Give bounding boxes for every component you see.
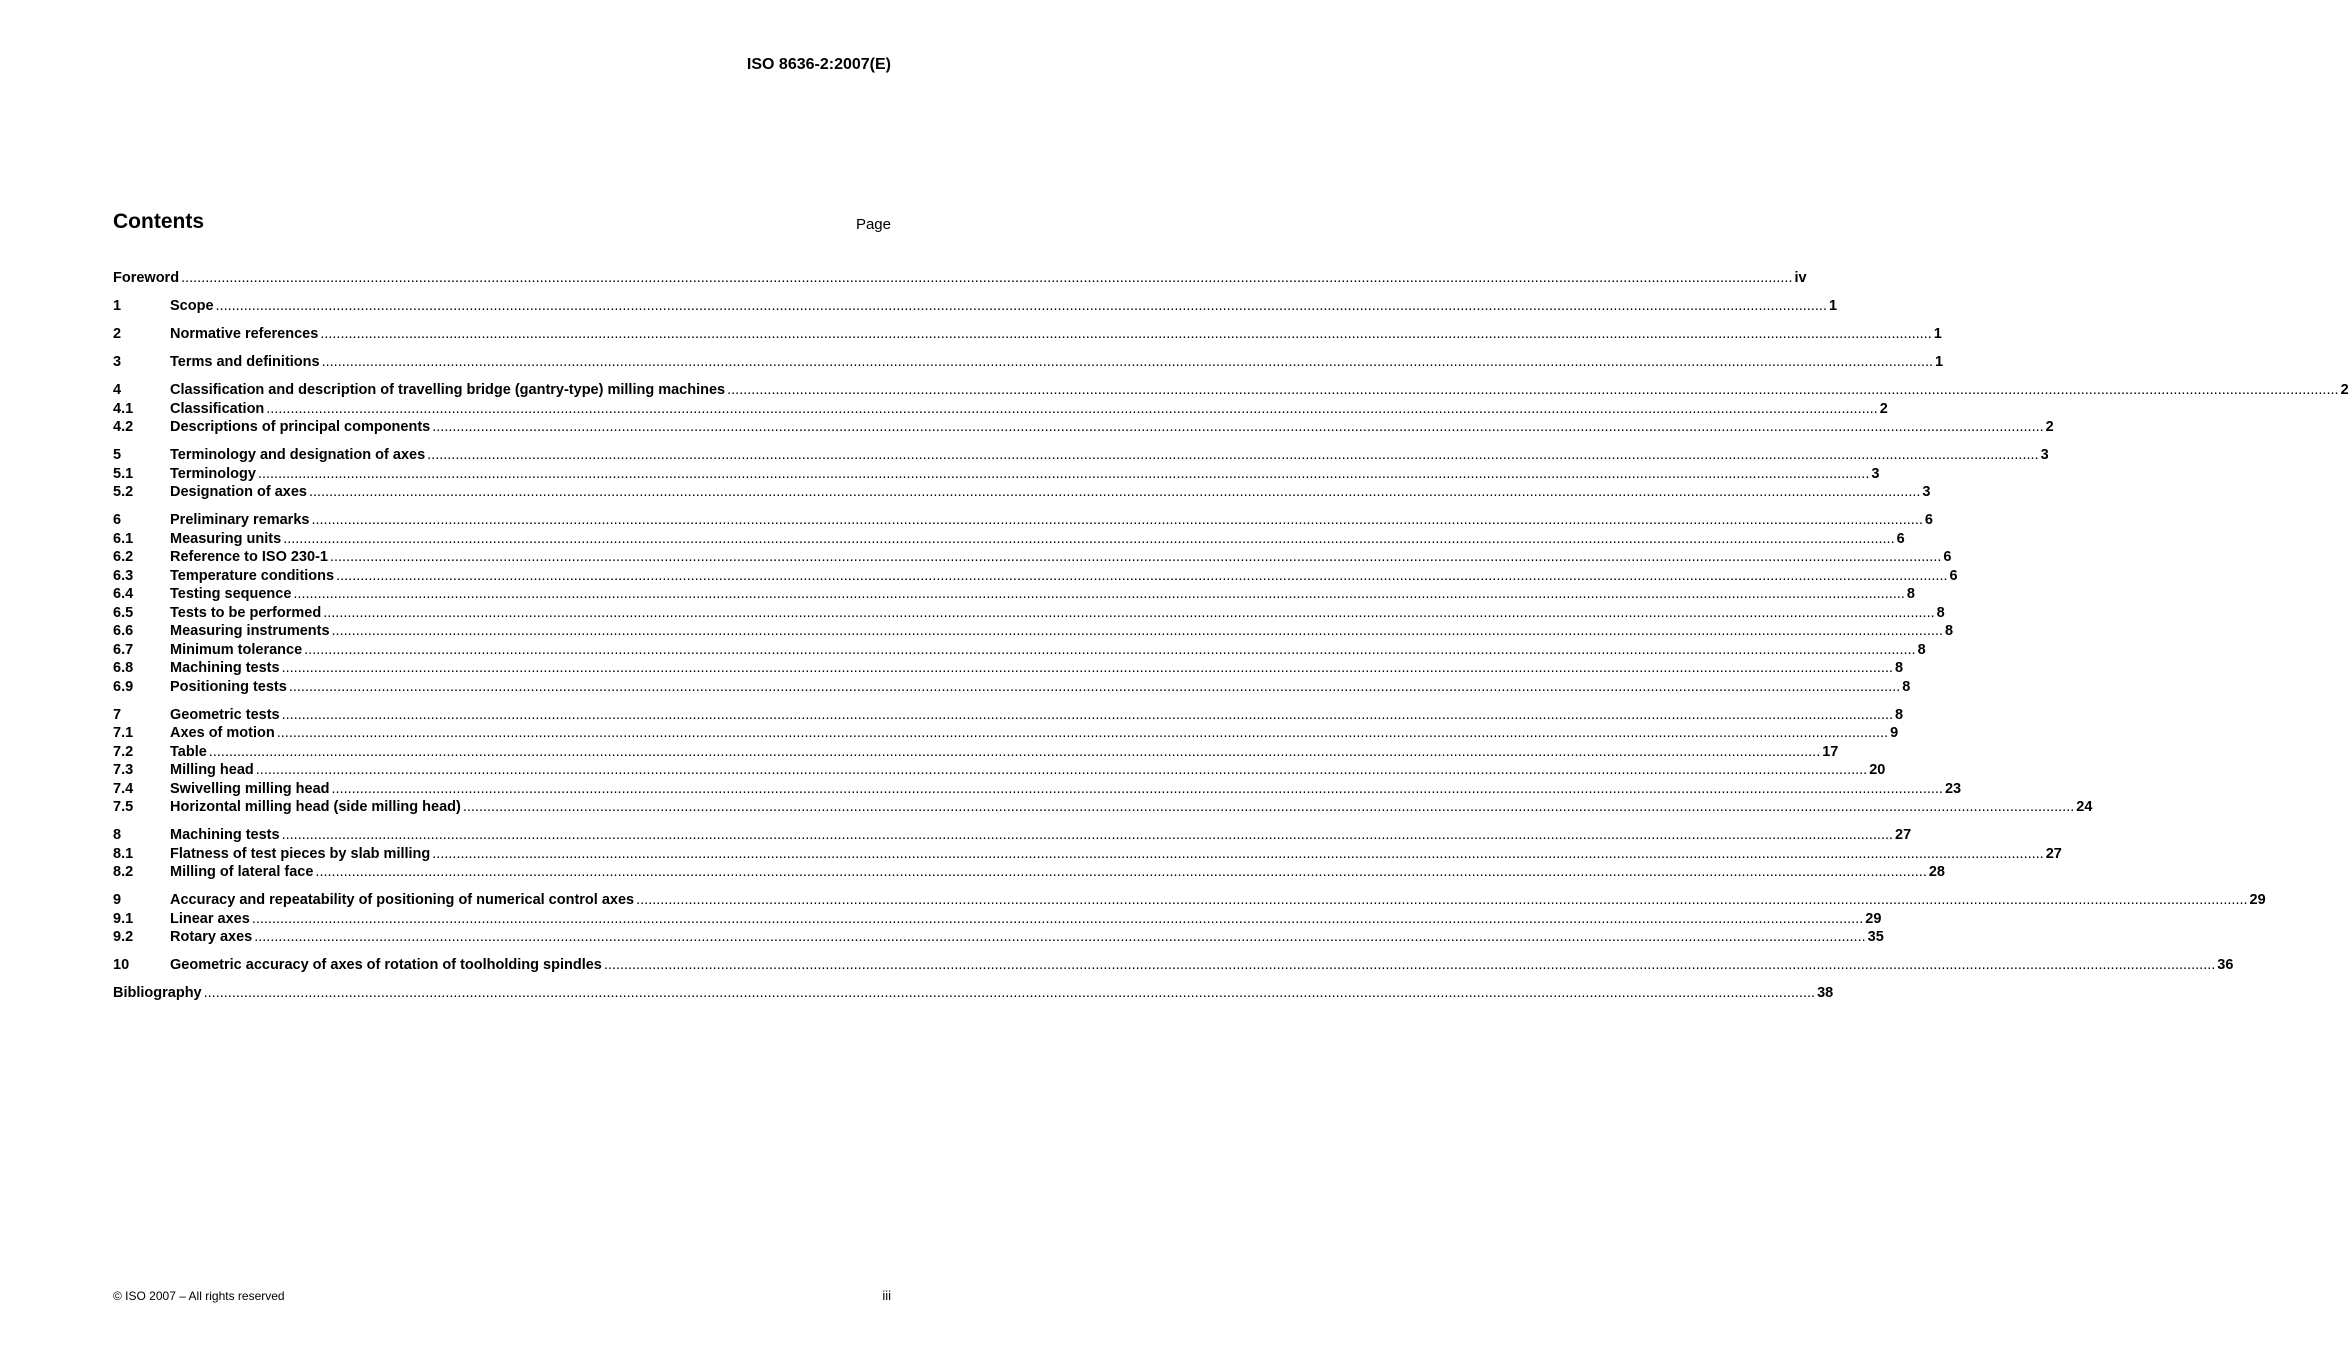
toc-entry-page: 8 xyxy=(1917,641,1926,658)
toc-dot-leader: ................................................................................................................................................................................................................................................................................................................................................................................................................ xyxy=(251,910,1864,927)
toc-entry[interactable] xyxy=(113,353,1944,372)
toc-entry-number: 7.3 xyxy=(113,762,134,778)
toc-dot-leader: ................................................................................................................................................................................................................................................................................................................................................................................................................ xyxy=(281,706,1894,723)
page-number: iii xyxy=(882,1288,891,1303)
toc-entry-page: 23 xyxy=(1944,780,1962,797)
toc-entry-number: 10 xyxy=(113,957,130,973)
toc-entry-page: 29 xyxy=(1865,910,1882,927)
toc-entry-title: Tests to be performed xyxy=(170,604,322,621)
toc-entry[interactable] xyxy=(113,446,2049,465)
toc-entry[interactable] xyxy=(113,780,1962,799)
toc-entry[interactable] xyxy=(113,891,2266,910)
toc-entry-page: 8 xyxy=(1895,660,1904,676)
toc-dot-leader: ................................................................................................................................................................................................................................................................................................................................................................................................................ xyxy=(276,725,1889,741)
toc-entry-page: 8 xyxy=(1902,678,1911,695)
document-id: ISO 8636-2:2007(E) xyxy=(746,56,891,73)
toc-entry-title: Geometric tests xyxy=(170,706,280,723)
toc-entry-page: 35 xyxy=(1867,929,1884,945)
toc-entry-number: 6.3 xyxy=(113,567,134,584)
toc-entry-title: Designation of axes xyxy=(170,484,307,500)
toc-entry-page: 9 xyxy=(1890,725,1899,741)
toc-entry-number: 9 xyxy=(113,892,122,908)
toc-dot-leader: ................................................................................................................................................................................................................................................................................................................................................................................................................ xyxy=(283,530,1895,547)
toc-entry-title: Scope xyxy=(170,298,214,314)
toc-entry-page: 8 xyxy=(1906,586,1915,602)
toc-entry-page: 8 xyxy=(1895,706,1904,723)
toc-entry[interactable] xyxy=(113,761,1886,780)
toc-entry-page: 3 xyxy=(2040,447,2049,463)
toc-entry-number: 6.9 xyxy=(113,678,134,695)
toc-entry-number: 1 xyxy=(113,298,122,314)
toc-entry-title: Descriptions of principal components xyxy=(170,419,431,435)
toc-entry-title: Geometric accuracy of axes of rotation of toolholding spindles xyxy=(170,957,602,973)
toc-entry[interactable] xyxy=(113,400,1888,419)
toc-entry-page: iv xyxy=(1794,270,1807,286)
toc-entry-title: Linear axes xyxy=(170,910,250,927)
toc-entry[interactable] xyxy=(113,863,1945,882)
toc-entry-number: 9.2 xyxy=(113,929,134,945)
toc-entry-title: Testing sequence xyxy=(170,586,292,602)
toc-entry-title: Flatness of test pieces by slab milling xyxy=(170,845,431,862)
toc-dot-leader: ................................................................................................................................................................................................................................................................................................................................................................................................................ xyxy=(215,298,1827,314)
toc-entry[interactable] xyxy=(113,956,2234,975)
toc-entry-title: Measuring units xyxy=(170,530,282,547)
toc-dot-leader: ................................................................................................................................................................................................................................................................................................................................................................................................................ xyxy=(281,660,1894,676)
toc-entry-page: 8 xyxy=(1936,604,1945,621)
toc-entry-number: 3 xyxy=(113,354,122,370)
table-of-contents xyxy=(113,269,2349,1003)
toc-entry-number: 9.1 xyxy=(113,910,134,927)
toc-entry-number: 4.1 xyxy=(113,400,134,417)
toc-entry[interactable] xyxy=(113,706,1904,725)
toc-entry-number: 6.2 xyxy=(113,549,134,565)
toc-dot-leader: ................................................................................................................................................................................................................................................................................................................................................................................................................ xyxy=(281,827,1894,843)
toc-entry-page: 27 xyxy=(2045,845,2062,862)
toc-entry-title: Rotary axes xyxy=(170,929,253,945)
toc-entry-page: 24 xyxy=(2076,799,2093,815)
toc-dot-leader: ................................................................................................................................................................................................................................................................................................................................................................................................................ xyxy=(323,604,1935,621)
toc-entry[interactable] xyxy=(113,641,1926,660)
toc-entry-title: Machining tests xyxy=(170,827,280,843)
toc-entry[interactable] xyxy=(113,381,2349,400)
toc-entry[interactable] xyxy=(113,530,1905,549)
toc-entry-title: Milling head xyxy=(170,762,254,778)
toc-entry-page: 17 xyxy=(1822,743,1839,760)
toc-entry-number: 8 xyxy=(113,827,122,843)
toc-entry-title: Minimum tolerance xyxy=(170,641,303,658)
toc-entry-title: Axes of motion xyxy=(170,725,275,741)
toc-dot-leader: ................................................................................................................................................................................................................................................................................................................................................................................................................ xyxy=(636,892,2248,908)
toc-entry-title: Temperature conditions xyxy=(170,567,335,584)
toc-entry-number: 8.1 xyxy=(113,845,134,862)
toc-entry[interactable] xyxy=(113,910,1882,929)
toc-entry-title: Positioning tests xyxy=(170,678,287,695)
toc-entry-title: Foreword xyxy=(113,270,180,286)
toc-dot-leader: ................................................................................................................................................................................................................................................................................................................................................................................................................ xyxy=(432,419,2044,435)
toc-entry-title: Horizontal milling head (side milling head) xyxy=(170,799,461,815)
toc-entry-number: 6 xyxy=(113,512,122,528)
toc-dot-leader: ................................................................................................................................................................................................................................................................................................................................................................................................................ xyxy=(203,985,1816,1001)
toc-entry-page: 6 xyxy=(1949,567,1958,584)
toc-entry[interactable] xyxy=(113,585,1915,604)
toc-dot-leader: ................................................................................................................................................................................................................................................................................................................................................................................................................ xyxy=(304,641,1916,658)
toc-entry[interactable] xyxy=(113,325,1942,344)
toc-dot-leader: ................................................................................................................................................................................................................................................................................................................................................................................................................ xyxy=(329,549,1942,565)
toc-dot-leader: ................................................................................................................................................................................................................................................................................................................................................................................................................ xyxy=(308,484,1921,500)
toc-entry-number: 7.1 xyxy=(113,725,134,741)
toc-entry-page: 6 xyxy=(1896,530,1905,547)
toc-entry-page: 6 xyxy=(1924,512,1933,528)
toc-entry[interactable] xyxy=(113,984,1834,1003)
toc-entry-number: 4 xyxy=(113,382,122,398)
toc-entry-number: 6.7 xyxy=(113,641,134,658)
toc-entry-number: 6.1 xyxy=(113,530,134,547)
toc-entry-page: 36 xyxy=(2217,957,2234,973)
toc-entry-title: Preliminary remarks xyxy=(170,512,310,528)
toc-entry-number: 6.6 xyxy=(113,623,134,639)
toc-entry[interactable] xyxy=(113,604,1945,623)
toc-entry-page: 6 xyxy=(1943,549,1952,565)
toc-entry-title: Terms and definitions xyxy=(170,354,320,370)
toc-dot-leader: ................................................................................................................................................................................................................................................................................................................................................................................................................ xyxy=(427,447,2039,463)
toc-entry-title: Bibliography xyxy=(113,985,202,1001)
toc-dot-leader: ................................................................................................................................................................................................................................................................................................................................................................................................................ xyxy=(336,567,1948,584)
toc-entry-title: Terminology xyxy=(170,465,256,482)
toc-dot-leader: ................................................................................................................................................................................................................................................................................................................................................................................................................ xyxy=(293,586,1905,602)
toc-entry-page: 3 xyxy=(1922,484,1931,500)
toc-entry[interactable] xyxy=(113,724,1899,743)
toc-entry-page: 3 xyxy=(1871,465,1880,482)
page-title: Contents xyxy=(113,210,204,233)
toc-dot-leader: ................................................................................................................................................................................................................................................................................................................................................................................................................ xyxy=(462,799,2075,815)
toc-entry-number: 6.8 xyxy=(113,660,134,676)
toc-entry-page: 1 xyxy=(1933,326,1942,342)
toc-dot-leader: ................................................................................................................................................................................................................................................................................................................................................................................................................ xyxy=(208,743,1821,760)
toc-entry[interactable] xyxy=(113,418,2054,437)
copyright-notice: © ISO 2007 – All rights reserved xyxy=(113,1289,285,1303)
toc-dot-leader: ................................................................................................................................................................................................................................................................................................................................................................................................................ xyxy=(255,762,1868,778)
toc-entry[interactable] xyxy=(113,659,1904,678)
toc-entry-number: 7.4 xyxy=(113,780,134,797)
toc-dot-leader: ................................................................................................................................................................................................................................................................................................................................................................................................................ xyxy=(181,270,1793,286)
toc-entry-number: 5.1 xyxy=(113,465,134,482)
toc-dot-leader: ................................................................................................................................................................................................................................................................................................................................................................................................................ xyxy=(727,382,2339,398)
toc-entry-page: 27 xyxy=(1895,827,1912,843)
toc-entry[interactable] xyxy=(113,567,1958,586)
toc-entry-page: 2 xyxy=(2340,382,2349,398)
toc-entry-number: 2 xyxy=(113,326,122,342)
toc-entry[interactable] xyxy=(113,269,1807,288)
toc-entry-number: 7 xyxy=(113,706,122,723)
toc-entry[interactable] xyxy=(113,743,1839,762)
toc-entry-page: 1 xyxy=(1828,298,1838,314)
toc-entry-title: Reference to ISO 230-1 xyxy=(170,549,328,565)
toc-entry[interactable] xyxy=(113,465,1880,484)
toc-entry-page: 8 xyxy=(1944,623,1954,639)
toc-entry-number: 4.2 xyxy=(113,419,134,435)
toc-dot-leader: ................................................................................................................................................................................................................................................................................................................................................................................................................ xyxy=(311,512,1923,528)
toc-entry-title: Measuring instruments xyxy=(170,623,330,639)
toc-entry[interactable] xyxy=(113,548,1952,567)
toc-entry[interactable] xyxy=(113,928,1884,947)
toc-entry-title: Normative references xyxy=(170,326,319,342)
toc-entry-title: Table xyxy=(170,743,207,760)
toc-dot-leader: ................................................................................................................................................................................................................................................................................................................................................................................................................ xyxy=(321,354,1934,370)
toc-entry-title: Classification and description of travelling bridge (gantry-type) milling machines xyxy=(170,382,726,398)
toc-entry-number: 7.5 xyxy=(113,799,134,815)
toc-entry[interactable] xyxy=(113,826,1912,845)
toc-entry-title: Classification xyxy=(170,400,265,417)
toc-dot-leader: ................................................................................................................................................................................................................................................................................................................................................................................................................ xyxy=(320,326,1932,342)
toc-entry-title: Swivelling milling head xyxy=(170,780,330,797)
toc-dot-leader: ................................................................................................................................................................................................................................................................................................................................................................................................................ xyxy=(331,623,1943,639)
toc-entry-number: 6.4 xyxy=(113,586,134,602)
toc-entry-page: 38 xyxy=(1817,985,1834,1001)
toc-dot-leader: ................................................................................................................................................................................................................................................................................................................................................................................................................ xyxy=(432,845,2044,862)
toc-entry-title: Milling of lateral face xyxy=(170,864,314,880)
toc-entry-number: 6.5 xyxy=(113,604,134,621)
toc-dot-leader: ................................................................................................................................................................................................................................................................................................................................................................................................................ xyxy=(603,957,2216,973)
toc-entry[interactable] xyxy=(113,845,2062,864)
toc-entry[interactable] xyxy=(113,511,1933,530)
toc-entry-page: 2 xyxy=(1879,400,1888,417)
toc-entry[interactable] xyxy=(113,297,1838,316)
page-column-label: Page xyxy=(855,216,891,233)
toc-dot-leader: ................................................................................................................................................................................................................................................................................................................................................................................................................ xyxy=(257,465,1870,482)
toc-entry-page: 1 xyxy=(1935,354,1944,370)
toc-dot-leader: ................................................................................................................................................................................................................................................................................................................................................................................................................ xyxy=(266,400,1878,417)
toc-dot-leader: ................................................................................................................................................................................................................................................................................................................................................................................................................ xyxy=(254,929,1866,945)
toc-entry[interactable] xyxy=(113,678,1911,697)
toc-entry-number: 7.2 xyxy=(113,743,134,760)
toc-dot-leader: ................................................................................................................................................................................................................................................................................................................................................................................................................ xyxy=(288,678,1901,695)
toc-entry-page: 29 xyxy=(2249,892,2266,908)
toc-entry-page: 2 xyxy=(2045,419,2054,435)
toc-entry[interactable] xyxy=(113,622,1954,641)
toc-entry-number: 8.2 xyxy=(113,864,134,880)
toc-entry-title: Accuracy and repeatability of positioning of numerical control axes xyxy=(170,892,635,908)
toc-entry[interactable] xyxy=(113,483,1931,502)
toc-entry-title: Terminology and designation of axes xyxy=(170,447,426,463)
toc-dot-leader: ................................................................................................................................................................................................................................................................................................................................................................................................................ xyxy=(315,864,1927,880)
toc-entry-number: 5 xyxy=(113,447,122,463)
toc-entry-page: 20 xyxy=(1869,762,1886,778)
toc-entry-title: Machining tests xyxy=(170,660,280,676)
toc-entry-number: 5.2 xyxy=(113,484,134,500)
toc-entry-page: 28 xyxy=(1928,864,1945,880)
toc-entry[interactable] xyxy=(113,798,2093,817)
toc-dot-leader: ................................................................................................................................................................................................................................................................................................................................................................................................................ xyxy=(331,780,1943,797)
